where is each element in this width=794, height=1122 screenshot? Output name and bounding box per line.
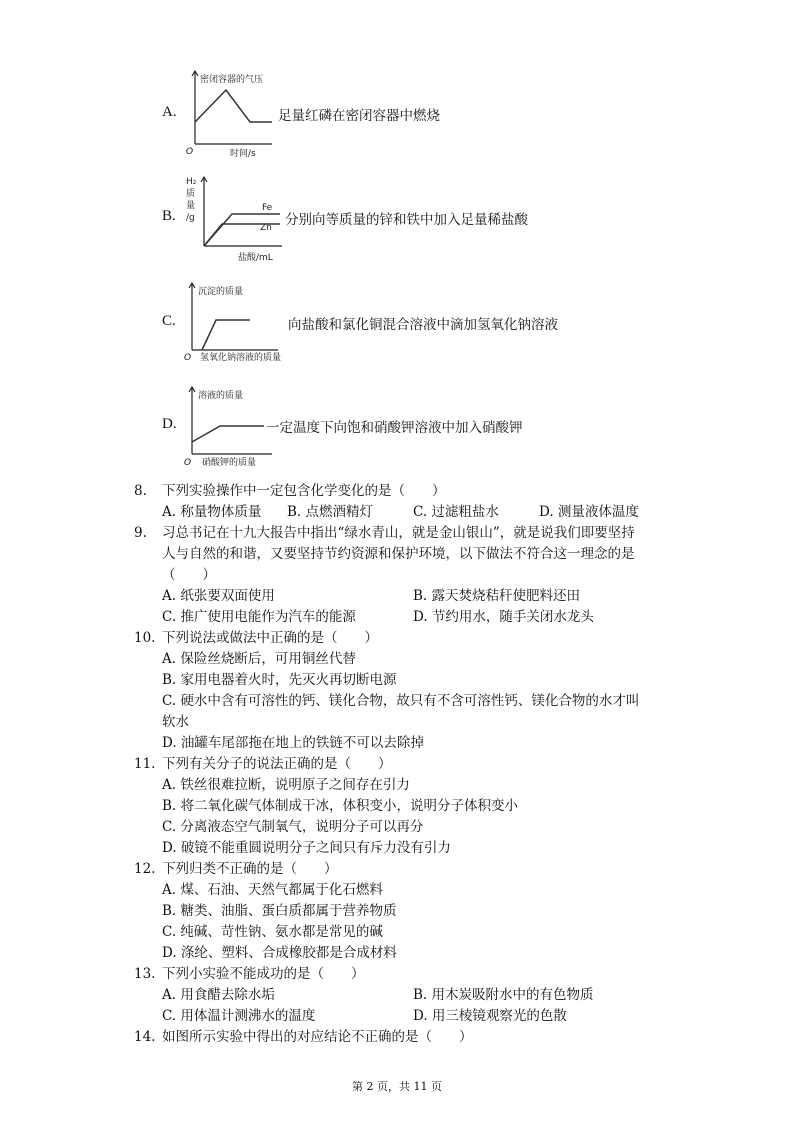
question-number: 9. xyxy=(134,525,147,541)
question-12 xyxy=(134,857,338,877)
q9-option-b: B. 露天焚烧秸秆使肥料还田 xyxy=(413,588,581,604)
question-stem: 习总书记在十九大报告中指出“绿水青山，就是金山银山”，就是说我们即要坚持 xyxy=(162,525,635,541)
q12-option-a: A. 煤、石油、天然气都属于化石燃料 xyxy=(162,882,383,898)
question-number: 14. xyxy=(134,1029,156,1045)
q8-option-d: D. 测量液体温度 xyxy=(539,504,639,520)
question-stem: 下列说法或做法中正确的是（ ） xyxy=(162,630,378,646)
q12-option-b: B. 糖类、油脂、蛋白质都属于营养物质 xyxy=(162,903,397,919)
page-footer: 第 2 页，共 11 页 xyxy=(352,1080,442,1093)
q8-option-b: B. 点燃酒精灯 xyxy=(287,504,374,520)
option-a-caption: 足量红磷在密闭容器中燃烧 xyxy=(278,108,440,124)
graph-b-ylabel-2: 量 xyxy=(186,201,196,211)
question-8 xyxy=(134,479,446,499)
question-number: 8. xyxy=(134,483,147,499)
option-b-caption: 分别向等质量的锌和铁中加入足量稀盐酸 xyxy=(285,212,528,228)
option-c-letter: C. xyxy=(162,313,176,329)
option-a-letter: A. xyxy=(162,104,177,120)
graph-b-ylabel-top: H₂ xyxy=(186,177,197,187)
graph-d xyxy=(180,382,280,470)
question-11 xyxy=(134,752,392,772)
graph-d-origin: O xyxy=(184,458,192,468)
option-d-letter: D. xyxy=(162,416,177,432)
graph-c-curve xyxy=(202,320,250,350)
q8-option-a: A. 称量物体质量 xyxy=(162,504,262,520)
q13-option-a: A. 用食醋去除水垢 xyxy=(162,987,275,1003)
graph-b-xlabel: 盐酸/mL xyxy=(238,253,273,263)
question-14 xyxy=(134,1025,473,1045)
graph-c-origin: O xyxy=(184,353,192,363)
graph-b-ylabel-3: /g xyxy=(186,213,195,223)
graph-a-ylabel: 密闭容器的气压 xyxy=(200,75,264,85)
option-d-caption: 一定温度下向饱和硝酸钾溶液中加入硝酸钾 xyxy=(266,420,523,436)
graph-c-ylabel: 沉淀的质量 xyxy=(198,287,244,297)
graph-b-series-fe: Fe xyxy=(262,203,273,213)
question-stem: 如图所示实验中得出的对应结论不正确的是（ ） xyxy=(162,1029,473,1045)
q13-option-c: C. 用体温计测沸水的温度 xyxy=(162,1008,316,1024)
q10-option-a: A. 保险丝烧断后，可用铜丝代替 xyxy=(162,651,356,667)
q13-option-b: B. 用木炭吸附水中的有色物质 xyxy=(413,987,594,1003)
q8-option-c: C. 过滤粗盐水 xyxy=(413,504,499,520)
graph-b xyxy=(180,172,285,264)
q11-option-d: D. 破镜不能重圆说明分子之间只有斥力没有引力 xyxy=(162,840,451,856)
graph-a-curve xyxy=(195,90,272,122)
question-stem: 下列归类不正确的是（ ） xyxy=(162,861,338,877)
question-stem: 下列实验操作中一定包含化学变化的是（ ） xyxy=(162,483,446,499)
q10-option-b: B. 家用电器着火时，先灭火再切断电源 xyxy=(162,672,397,688)
q10-option-d: D. 油罐车尾部拖在地上的铁链不可以去除掉 xyxy=(162,735,424,751)
graph-b-ylabel-1: 质 xyxy=(186,189,196,199)
q11-option-c: C. 分离液态空气制氧气，说明分子可以再分 xyxy=(162,819,424,835)
question-stem: 下列小实验不能成功的是（ ） xyxy=(162,966,365,982)
q10-option-c-cont: 软水 xyxy=(162,714,189,730)
graph-b-series-zn: Zn xyxy=(260,223,272,233)
graph-d-xlabel: 硝酸钾的质量 xyxy=(202,458,257,468)
q11-option-a: A. 铁丝很难拉断，说明原子之间存在引力 xyxy=(162,777,410,793)
graph-a-xlabel: 时间/s xyxy=(230,149,256,159)
q12-option-d: D. 涤纶、塑料、合成橡胶都是合成材料 xyxy=(162,945,397,961)
q13-option-d: D. 用三棱镜观察光的色散 xyxy=(413,1008,567,1024)
q9-stem-line-2: 人与自然的和谐，又要坚持节约资源和保护环境，以下做法不符合这一理念的是 xyxy=(162,546,635,562)
q9-stem-line-3: （ ） xyxy=(162,567,216,583)
q9-option-c: C. 推广使用电能作为汽车的能源 xyxy=(162,609,356,625)
question-10 xyxy=(134,626,378,646)
question-number: 12. xyxy=(134,861,156,877)
graph-c xyxy=(180,278,290,364)
option-c-caption: 向盐酸和氯化铜混合溶液中滴加氢氧化钠溶液 xyxy=(288,317,558,333)
question-stem: 下列有关分子的说法正确的是（ ） xyxy=(162,756,392,772)
q11-option-b: B. 将二氧化碳气体制成干冰，体积变小，说明分子体积变小 xyxy=(162,798,519,814)
question-number: 13. xyxy=(134,966,156,982)
question-number: 10. xyxy=(134,630,156,646)
q12-option-c: C. 纯碱、苛性钠、氨水都是常见的碱 xyxy=(162,924,383,940)
question-number: 11. xyxy=(134,756,156,772)
question-13 xyxy=(134,962,365,982)
graph-c-xlabel: 氢氧化钠溶液的质量 xyxy=(200,353,282,363)
q9-option-a: A. 纸张要双面使用 xyxy=(162,588,275,604)
graph-a-origin: O xyxy=(186,147,194,157)
q10-option-c: C. 硬水中含有可溶性的钙、镁化合物，故只有不含可溶性钙、镁化合物的水才叫 xyxy=(162,693,640,709)
graph-d-curve xyxy=(192,426,264,442)
graph-a xyxy=(180,66,280,160)
q9-option-d: D. 节约用水，随手关闭水龙头 xyxy=(413,609,594,625)
option-b-letter: B. xyxy=(162,208,176,224)
question-9 xyxy=(134,521,635,541)
graph-d-ylabel: 溶液的质量 xyxy=(198,391,244,401)
